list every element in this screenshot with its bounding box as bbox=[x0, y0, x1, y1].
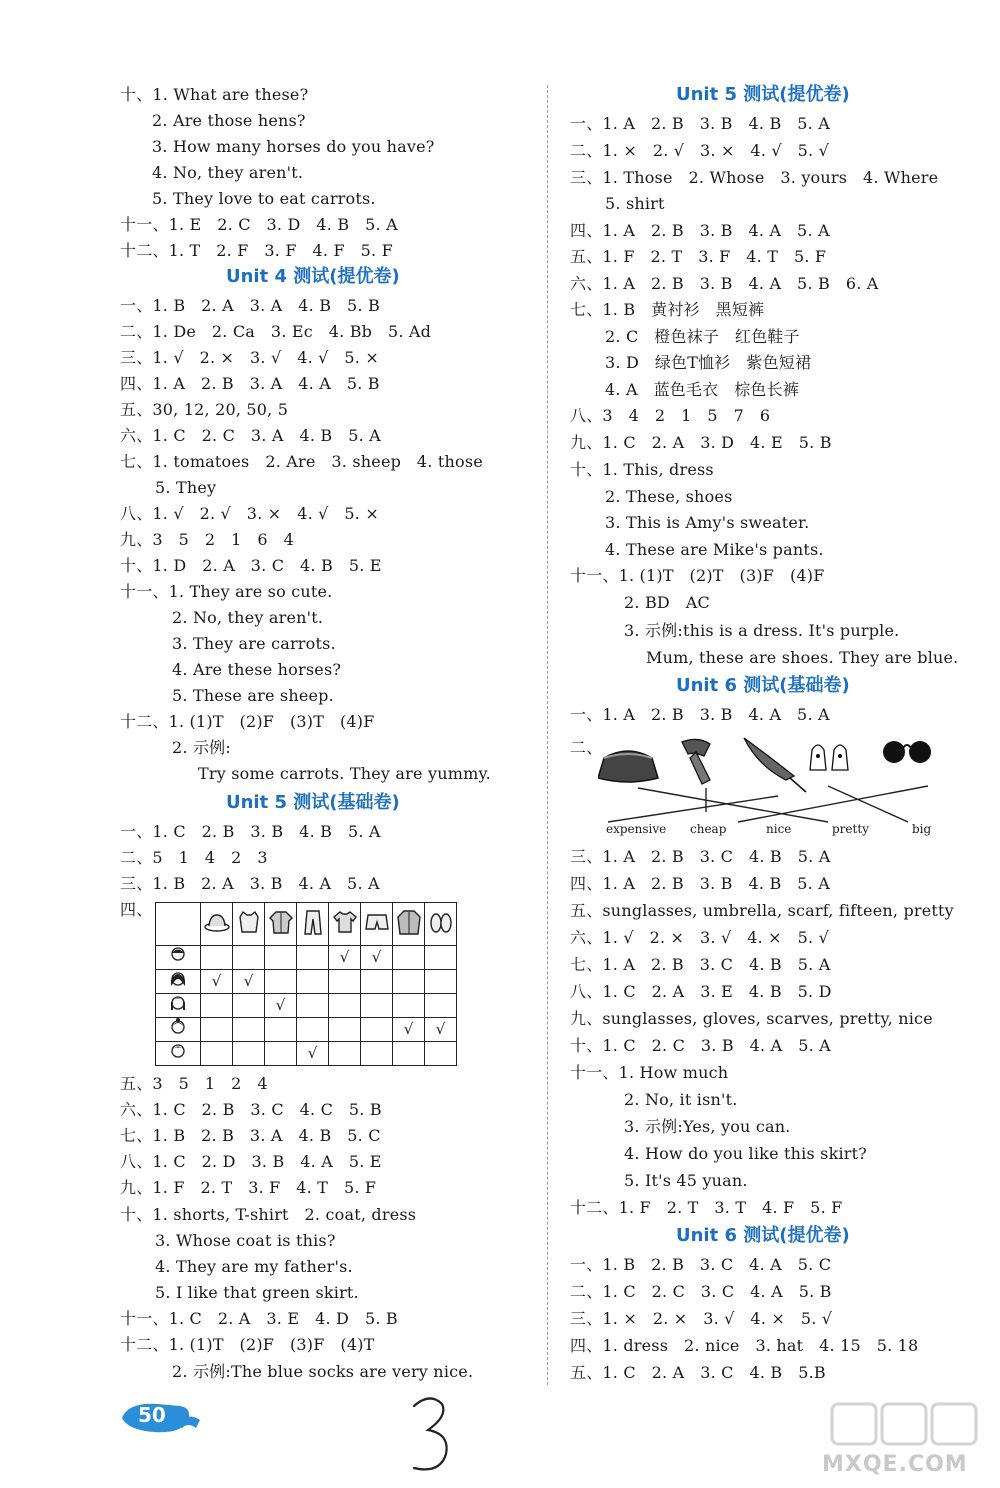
shorts-cell bbox=[361, 903, 393, 946]
answer-line: 十一、1. They are so cute. bbox=[120, 582, 333, 601]
answer-line: 十、1. C 2. C 3. B 4. A 5. A bbox=[570, 1036, 831, 1055]
tshirt-icon bbox=[332, 909, 358, 935]
table-cell bbox=[233, 1018, 265, 1042]
table-cell: √ bbox=[297, 1042, 329, 1066]
answer-line: 3. This is Amy's sweater. bbox=[605, 513, 810, 532]
answer-line: Mum, these are shoes. They are blue. bbox=[646, 648, 959, 667]
answer-line: 一、1. A 2. B 3. B 4. A 5. A bbox=[570, 705, 830, 724]
table-cell bbox=[329, 970, 361, 994]
answer-line: 十一、1. How much bbox=[570, 1063, 729, 1082]
section-heading: Unit 4 测试(提优卷) bbox=[226, 266, 400, 287]
section-heading: Unit 5 测试(提优卷) bbox=[676, 84, 850, 105]
answer-line: 九、1. F 2. T 3. F 4. T 5. F bbox=[120, 1178, 377, 1197]
table-row bbox=[156, 946, 457, 970]
kid-1-icon bbox=[169, 946, 187, 964]
tshirt-cell bbox=[329, 903, 361, 946]
answer-line: 八、1. √ 2. √ 3. × 4. √ 5. × bbox=[120, 504, 379, 523]
coat-icon bbox=[396, 909, 422, 935]
answer-line: 五、30, 12, 20, 50, 5 bbox=[120, 400, 289, 419]
answer-line: 三、1. √ 2. × 3. √ 4. √ 5. × bbox=[120, 348, 379, 367]
match-word: pretty bbox=[832, 822, 869, 836]
answer-line: 十、1. shorts, T-shirt 2. coat, dress bbox=[120, 1205, 417, 1224]
watermark-text: MXQE.COM bbox=[822, 1452, 968, 1477]
table-cell: √ bbox=[361, 946, 393, 970]
match-word: big bbox=[912, 822, 932, 836]
answer-line: 九、sunglasses, gloves, scarves, pretty, nice bbox=[570, 1009, 933, 1028]
answer-line: 三、1. A 2. B 3. C 4. B 5. A bbox=[570, 847, 831, 866]
answer-line: 五、3 5 1 2 4 bbox=[120, 1074, 268, 1093]
answer-line: 九、3 5 2 1 6 4 bbox=[120, 530, 294, 549]
table-header-row bbox=[156, 903, 457, 946]
table-cell bbox=[233, 1042, 265, 1066]
answer-line: 十、1. What are these? bbox=[120, 85, 309, 104]
answer-line: 七、1. B 黄衬衫 黑短裤 bbox=[570, 300, 765, 319]
kid-3-icon bbox=[169, 994, 187, 1012]
table-cell bbox=[201, 994, 233, 1018]
table-cell bbox=[425, 1042, 457, 1066]
table-cell bbox=[361, 970, 393, 994]
answer-line: 4. No, they aren't. bbox=[152, 163, 304, 182]
table-cell bbox=[265, 1018, 297, 1042]
answer-line: 四、1. dress 2. nice 3. hat 4. 15 5. 18 bbox=[570, 1336, 919, 1355]
answer-line: 三、1. Those 2. Whose 3. yours 4. Where bbox=[570, 168, 939, 187]
answer-line: 八、3 4 2 1 5 7 6 bbox=[570, 406, 771, 425]
table-row bbox=[156, 1042, 457, 1066]
kid-cell bbox=[156, 994, 201, 1018]
umbrella-icon bbox=[744, 738, 806, 792]
answer-line: 3. 示例:this is a dress. It's purple. bbox=[624, 621, 900, 640]
match-word: expensive bbox=[606, 822, 667, 836]
table-cell: √ bbox=[393, 1018, 425, 1042]
handwritten-mark bbox=[400, 1390, 460, 1480]
table-cell bbox=[297, 1018, 329, 1042]
answer-line: 四、1. A 2. B 3. B 4. A 5. A bbox=[570, 221, 830, 240]
answer-line: 一、1. C 2. B 3. B 4. B 5. A bbox=[120, 822, 381, 841]
answer-line: 五、1. C 2. A 3. C 4. B 5.B bbox=[570, 1363, 826, 1382]
page-number: 50 bbox=[138, 1403, 166, 1427]
kid-cell bbox=[156, 1018, 201, 1042]
answer-line: 三、1. × 2. × 3. √ 4. × 5. √ bbox=[570, 1309, 833, 1328]
table-cell bbox=[361, 1042, 393, 1066]
vest-cell bbox=[233, 903, 265, 946]
answer-line: 2. 示例: bbox=[172, 738, 231, 757]
answer-line: 六、1. √ 2. × 3. √ 4. × 5. √ bbox=[570, 928, 829, 947]
answer-line: 二、1. De 2. Ca 3. Ec 4. Bb 5. Ad bbox=[120, 322, 432, 341]
answer-line: 2. C 橙色袜子 红色鞋子 bbox=[605, 327, 800, 346]
section-heading: Unit 6 测试(基础卷) bbox=[676, 675, 850, 696]
hat-icon bbox=[204, 909, 230, 935]
sweater-icon bbox=[268, 909, 294, 935]
answer-line: 二、1. C 2. C 3. C 4. A 5. B bbox=[570, 1282, 832, 1301]
answer-line: 六、1. C 2. C 3. A 4. B 5. A bbox=[120, 426, 381, 445]
answer-line: 十一、1. C 2. A 3. E 4. D 5. B bbox=[120, 1309, 398, 1328]
vest-icon bbox=[236, 909, 262, 935]
table-cell: √ bbox=[201, 970, 233, 994]
table-cell bbox=[265, 1042, 297, 1066]
answer-line: 十、1. This, dress bbox=[570, 460, 714, 479]
kid-2-icon bbox=[169, 970, 187, 988]
skirt-icon bbox=[598, 751, 658, 782]
shorts-icon bbox=[364, 909, 390, 935]
answer-line: 三、1. B 2. A 3. B 4. A 5. A bbox=[120, 874, 380, 893]
kid-5-icon bbox=[169, 1042, 187, 1060]
answer-line: 4. Are these horses? bbox=[172, 660, 342, 679]
matching-lines bbox=[608, 786, 928, 822]
answer-line: 2. No, they aren't. bbox=[172, 608, 324, 627]
answer-line: 四、1. A 2. B 3. A 4. A 5. B bbox=[120, 374, 380, 393]
answer-line: 二、5 1 4 2 3 bbox=[120, 848, 268, 867]
gloves-icon bbox=[810, 745, 848, 770]
table-cell bbox=[425, 946, 457, 970]
table-cell: √ bbox=[265, 994, 297, 1018]
table-row bbox=[156, 970, 457, 994]
column-divider bbox=[547, 85, 548, 1385]
answer-line: 2. BD AC bbox=[624, 593, 710, 612]
pants-cell bbox=[297, 903, 329, 946]
answer-line: 十一、1. E 2. C 3. D 4. B 5. A bbox=[120, 215, 398, 234]
table-cell bbox=[233, 994, 265, 1018]
answer-line: 3. 示例:Yes, you can. bbox=[624, 1117, 791, 1136]
table-cell bbox=[393, 946, 425, 970]
answer-line: 六、1. A 2. B 3. B 4. A 5. B 6. A bbox=[570, 274, 879, 293]
table-cell bbox=[201, 1018, 233, 1042]
answer-line: 3. How many horses do you have? bbox=[152, 137, 435, 156]
corner-cell bbox=[156, 903, 201, 946]
table-cell: √ bbox=[233, 970, 265, 994]
answer-line: 3. They are carrots. bbox=[172, 634, 336, 653]
table-cell: √ bbox=[425, 1018, 457, 1042]
hat-cell bbox=[201, 903, 233, 946]
coat-cell bbox=[393, 903, 425, 946]
answer-line: 四、 bbox=[120, 900, 153, 919]
table-cell bbox=[329, 994, 361, 1018]
answer-line: 十二、1. T 2. F 3. F 4. F 5. F bbox=[120, 241, 393, 260]
answer-line: 六、1. C 2. B 3. C 4. C 5. B bbox=[120, 1100, 382, 1119]
table-cell bbox=[361, 994, 393, 1018]
answer-line: 七、1. tomatoes 2. Are 3. sheep 4. those bbox=[120, 452, 483, 471]
pants-icon bbox=[300, 909, 326, 935]
shoes-cell bbox=[425, 903, 457, 946]
kid-cell bbox=[156, 946, 201, 970]
table-cell bbox=[425, 994, 457, 1018]
answer-line: Try some carrots. They are yummy. bbox=[198, 764, 491, 783]
answer-line: 十二、1. F 2. T 3. T 4. F 5. F bbox=[570, 1198, 843, 1217]
kid-4-icon bbox=[169, 1018, 187, 1036]
answer-line: 七、1. B 2. B 3. A 4. B 5. C bbox=[120, 1126, 381, 1145]
match-word: cheap bbox=[690, 822, 727, 836]
table-cell bbox=[329, 1042, 361, 1066]
answer-line: 五、sunglasses, umbrella, scarf, fifteen, pretty bbox=[570, 901, 954, 920]
answer-line: 2. No, it isn't. bbox=[624, 1090, 738, 1109]
table-cell bbox=[297, 946, 329, 970]
answer-line: 十、1. D 2. A 3. C 4. B 5. E bbox=[120, 556, 382, 575]
table-cell: √ bbox=[329, 946, 361, 970]
table-cell bbox=[393, 970, 425, 994]
answer-line: 十二、1. (1)T (2)F (3)T (4)F bbox=[120, 712, 375, 731]
table-cell bbox=[297, 970, 329, 994]
sunglasses-icon bbox=[883, 741, 931, 763]
match-word: nice bbox=[766, 822, 792, 836]
answer-line: 十一、1. (1)T (2)T (3)F (4)F bbox=[570, 566, 825, 585]
answer-line: 二、 bbox=[570, 738, 603, 757]
answer-line: 4. These are Mike's pants. bbox=[605, 540, 824, 559]
answer-line: 四、1. A 2. B 3. B 4. B 5. A bbox=[570, 874, 830, 893]
table-cell bbox=[425, 970, 457, 994]
answer-line: 一、1. B 2. A 3. A 4. B 5. B bbox=[120, 296, 380, 315]
answer-line: 3. D 绿色T恤衫 紫色短裙 bbox=[605, 353, 812, 372]
table-row bbox=[156, 994, 457, 1018]
table-cell bbox=[361, 1018, 393, 1042]
answer-line: 2. Are those hens? bbox=[152, 111, 306, 130]
answer-line: 3. Whose coat is this? bbox=[155, 1231, 336, 1250]
table-cell bbox=[201, 946, 233, 970]
answer-line: 八、1. C 2. D 3. B 4. A 5. E bbox=[120, 1152, 382, 1171]
table-cell bbox=[201, 1042, 233, 1066]
table-cell bbox=[265, 970, 297, 994]
kid-cell bbox=[156, 970, 201, 994]
sweater-cell bbox=[265, 903, 297, 946]
table-cell bbox=[297, 994, 329, 1018]
answer-line: 4. How do you like this skirt? bbox=[624, 1144, 868, 1163]
table-cell bbox=[393, 1042, 425, 1066]
answer-line: 八、1. C 2. A 3. E 4. B 5. D bbox=[570, 982, 832, 1001]
answer-line: 九、1. C 2. A 3. D 4. E 5. B bbox=[570, 433, 832, 452]
scarf-icon bbox=[682, 739, 710, 784]
answer-line: 一、1. B 2. B 3. C 4. A 5. C bbox=[570, 1255, 832, 1274]
answer-line: 十二、1. (1)T (2)F (3)F (4)T bbox=[120, 1335, 375, 1354]
answer-line: 5. They love to eat carrots. bbox=[152, 189, 376, 208]
answer-line: 5. These are sheep. bbox=[172, 686, 334, 705]
answer-line: 5. They bbox=[155, 478, 217, 497]
answer-line: 5. shirt bbox=[605, 194, 665, 213]
table-cell bbox=[393, 994, 425, 1018]
answer-line: 2. 示例:The blue socks are very nice. bbox=[172, 1362, 474, 1381]
section-heading: Unit 6 测试(提优卷) bbox=[676, 1225, 850, 1246]
answer-line: 七、1. A 2. B 3. C 4. B 5. A bbox=[570, 955, 831, 974]
table-row bbox=[156, 1018, 457, 1042]
answer-line: 5. It's 45 yuan. bbox=[624, 1171, 748, 1190]
section-heading: Unit 5 测试(基础卷) bbox=[226, 792, 400, 813]
answer-line: 2. These, shoes bbox=[605, 487, 733, 506]
answer-line: 4. They are my father's. bbox=[155, 1257, 353, 1276]
table-cell bbox=[329, 1018, 361, 1042]
answer-line: 五、1. F 2. T 3. F 4. T 5. F bbox=[570, 247, 827, 266]
answer-line: 5. I like that green skirt. bbox=[155, 1283, 359, 1302]
kid-cell bbox=[156, 1042, 201, 1066]
clothing-table bbox=[155, 902, 457, 1066]
shoes-icon bbox=[428, 909, 454, 935]
table-cell bbox=[265, 946, 297, 970]
table-cell bbox=[233, 946, 265, 970]
answer-line: 二、1. × 2. √ 3. × 4. √ 5. √ bbox=[570, 141, 829, 160]
answer-line: 4. A 蓝色毛衣 棕色长裤 bbox=[605, 380, 800, 399]
answer-line: 一、1. A 2. B 3. B 4. B 5. A bbox=[570, 114, 830, 133]
